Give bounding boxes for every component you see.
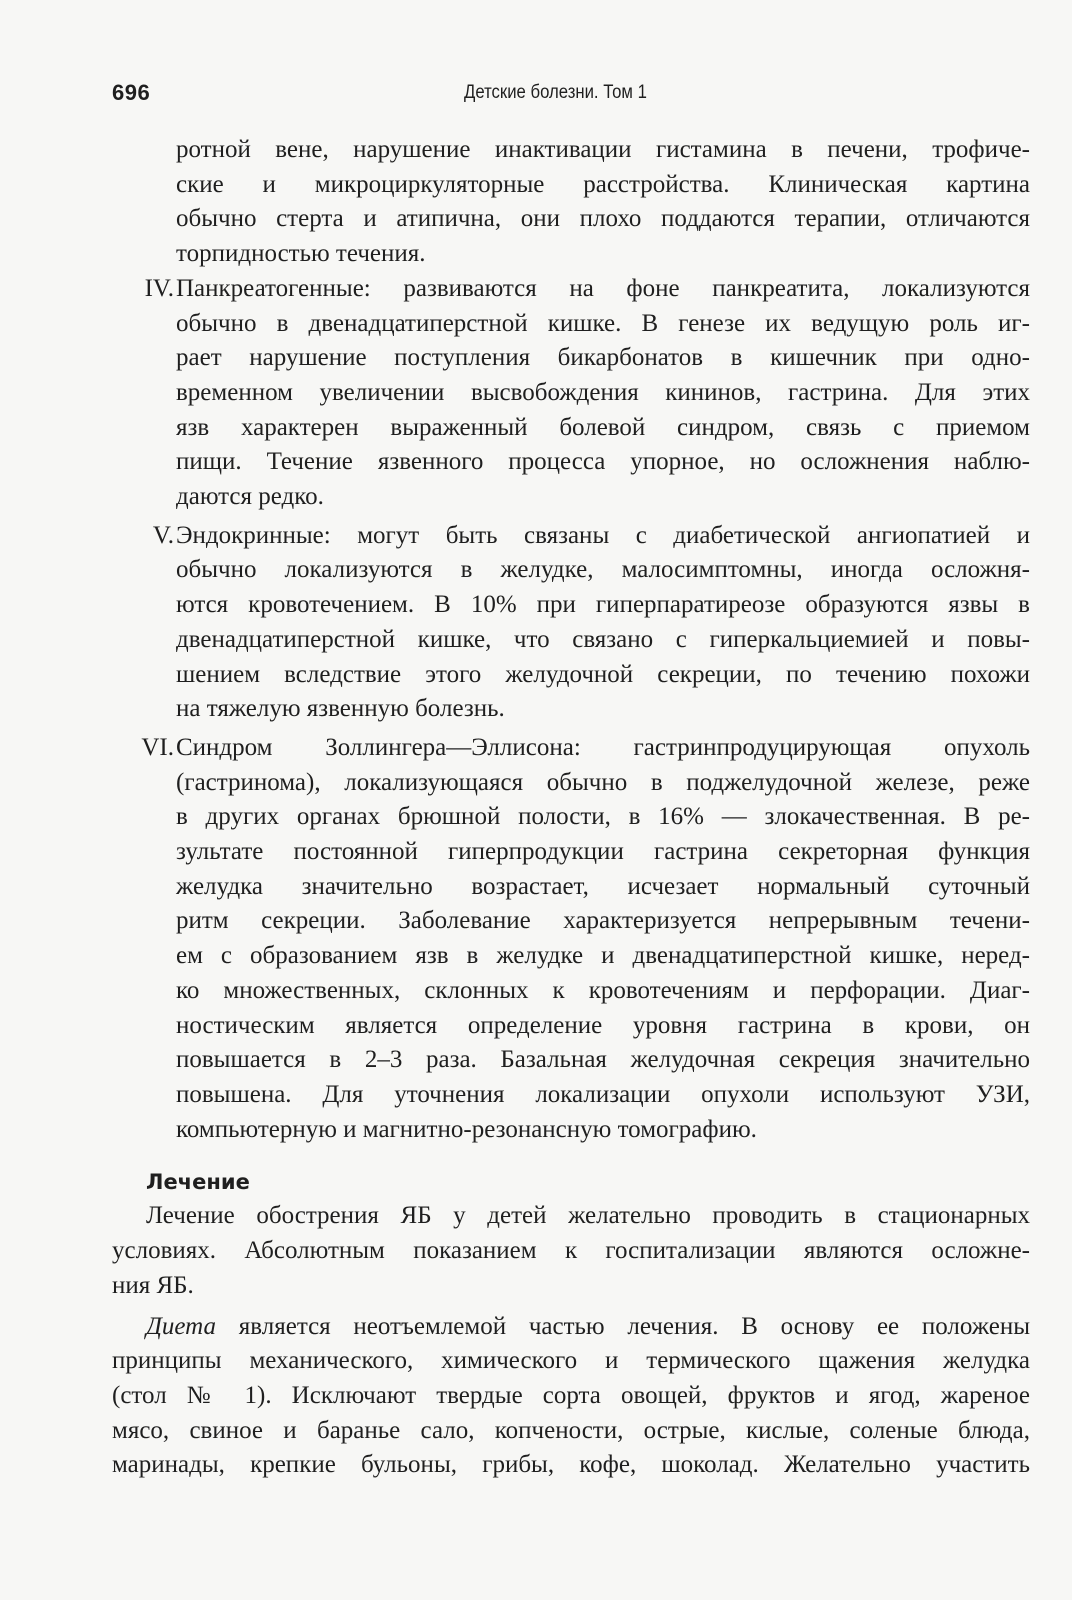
text-line: Панкреатогенные: развиваются на фоне панкреатита, локализуются [176, 274, 1030, 302]
list-number: IV. [144, 274, 174, 302]
text-line: шением вследствие этого желудочной секреции, по течению похожи [176, 660, 1030, 688]
text-line: ния ЯБ. [112, 1271, 194, 1299]
text-line: временном увеличении высвобождения кининов, гастрина. Для этих [176, 378, 1030, 406]
text-line: двенадцатиперстной кишке, что связано с гиперкальциемией и повы- [176, 625, 1030, 653]
text-line: Эндокринные: могут быть связаны с диабетической ангиопатией и [176, 521, 1030, 549]
paragraph [78, 1199, 1030, 1303]
text-line: обычно в двенадцатиперстной кишке. В генезе их ведущую роль иг- [176, 309, 1030, 337]
list-number: V. [152, 521, 174, 549]
page-number: 696 [112, 80, 151, 105]
text-line: ритм секреции. Заболевание характеризуется непрерывным течени- [176, 907, 1030, 935]
text-line [112, 1310, 1030, 1345]
list-item-iv [112, 272, 1030, 515]
text-line: ются кровотечением. В 10% при гиперпаратиреозе образуются язвы в [176, 591, 1030, 619]
text-line: рает нарушение поступления бикарбонатов в кишечник при одно- [176, 344, 1030, 372]
text-line: ем с образованием язв в желудке и двенадцатиперстной кишке, неред- [176, 942, 1030, 970]
text-line: даются редко. [176, 483, 324, 511]
paragraph-diet [78, 1310, 1030, 1484]
text-line: условиях. Абсолютным показанием к госпитализации являются осложне- [112, 1237, 1030, 1265]
text-fragment: является неотъемлемой частью лечения. В основу ее положены [216, 1312, 1030, 1340]
text-line: ские и микроциркуляторные расстройства. Клиническая картина [176, 170, 1030, 198]
continued-paragraph [176, 133, 1030, 272]
page-body [112, 133, 1030, 1489]
emphasis-term: Диета [146, 1312, 217, 1340]
text-line: пищи. Течение язвенного процесса упорное, но осложнения наблю- [176, 448, 1030, 476]
text-line: (стол № 1). Исключают твердые сорта овощей, фруктов и ягод, жареное [112, 1381, 1030, 1409]
text-line: ко множественных, склонных к кровотечениям и перфорации. Диаг- [176, 976, 1030, 1004]
list-number: VI. [141, 733, 174, 761]
text-line: маринады, крепкие бульоны, грибы, кофе, шоколад. Желательно участить [112, 1451, 1030, 1479]
text-line: принципы механического, химического и термического щажения желудка [112, 1347, 1030, 1375]
running-title: Детские болезни. Том 1 [464, 82, 647, 103]
text-line: торпидностью течения. [176, 240, 426, 268]
text-line: (гастринома), локализующаяся обычно в поджелудочной железе, реже [176, 768, 1030, 796]
text-line: повышена. Для уточнения локализации опухоли используют УЗИ, [176, 1080, 1030, 1108]
page-header [112, 80, 1030, 112]
text-line: Синдром Золлингера—Эллисона: гастринпродуцирующая опухоль [176, 733, 1030, 761]
text-line: повышается в 2–3 раза. Базальная желудочная секреция значительно [176, 1046, 1030, 1074]
text-line: ностическим является определение уровня гастрина в крови, он [176, 1011, 1030, 1039]
text-line: обычно стерта и атипична, они плохо поддаются терапии, отличаются [176, 205, 1030, 233]
text-line: желудка значительно возрастает, исчезает нормальный суточный [176, 872, 1030, 900]
text-line: мясо, свиное и баранье сало, копчености, острые, кислые, соленые блюда, [112, 1416, 1030, 1444]
text-line: язв характерен выраженный болевой синдром, связь с приемом [176, 413, 1030, 441]
text-line: ротной вене, нарушение инактивации гистамина в печени, трофиче- [176, 136, 1030, 163]
section-heading: Лечение [146, 1170, 250, 1195]
list-item-vi [112, 731, 1030, 1147]
text-line: Лечение обострения ЯБ у детей желательно проводить в стационарных [146, 1202, 1030, 1230]
text-line: обычно локализуются в желудке, малосимптомны, иногда осложня- [176, 556, 1030, 584]
list-item-v [112, 519, 1030, 727]
text-line: в других органах брюшной полости, в 16% — злокачественная. В ре- [176, 803, 1030, 831]
text-line: зультате постоянной гиперпродукции гастрина секреторная функция [176, 838, 1030, 866]
text-line: компьютерную и магнитно-резонансную томографию. [176, 1115, 757, 1143]
text-line: на тяжелую язвенную болезнь. [176, 695, 505, 723]
